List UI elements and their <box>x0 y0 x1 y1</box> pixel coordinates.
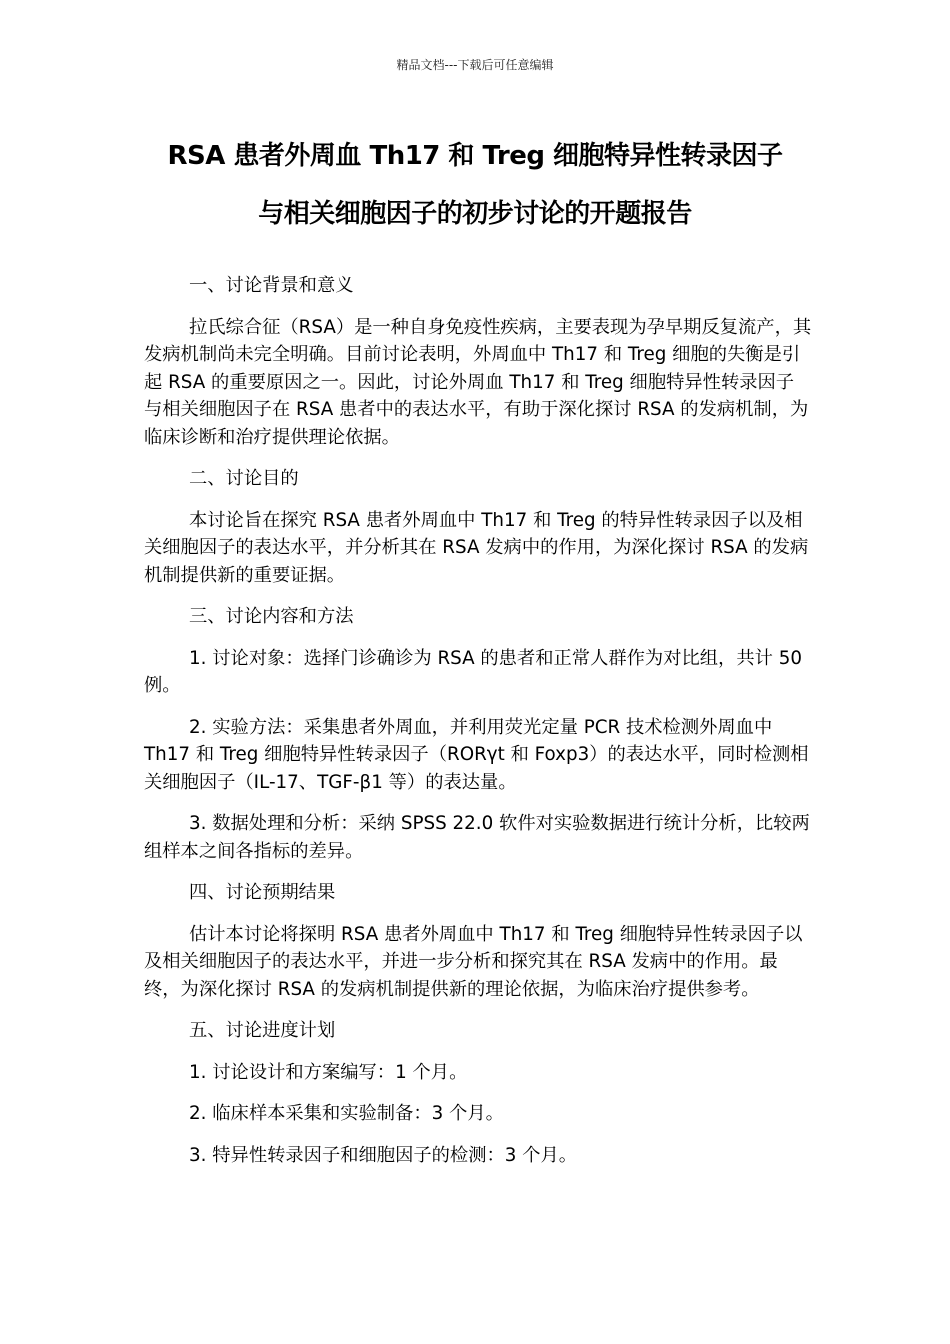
section-3-item-2: 2. 实验方法：采集患者外周血，并利用荧光定量 PCR 技术检测外周血中 Th17 和 Treg 细胞特异性转录因子（RORγt 和 Foxp3）的表达水平，同时检测相关细胞因子（IL-17、TGF-β1 等）的表达量。 <box>144 716 809 793</box>
document-title-line-1: RSA 患者外周血 Th17 和 Treg 细胞特异性转录因子 <box>167 141 783 171</box>
section-3-heading: 三、讨论内容和方法 <box>189 606 354 627</box>
section-5-item-1: 1. 讨论设计和方案编写：1 个月。 <box>189 1061 468 1083</box>
document-title-line-2: 与相关细胞因子的初步讨论的开题报告 <box>258 199 692 229</box>
section-1-paragraph: 拉氏综合征（RSA）是一种自身免疫性疾病，主要表现为孕早期反复流产，其发病机制尚未完全明确。目前讨论表明，外周血中 Th17 和 Treg 细胞的失衡是引起 RSA 的重要原因之一。因此，讨论外周血 Th17 和 Treg 细胞特异性转录因子与相关细胞因子在 RSA 患者中的表达水平，有助于深化探讨 RSA 的发病机制，为临床诊断和治疗提供理论依据。 <box>144 316 812 448</box>
section-3-item-3: 3. 数据处理和分析：采纳 SPSS 22.0 软件对实验数据进行统计分析，比较两组样本之间各指标的差异。 <box>144 813 810 862</box>
section-5-item-2: 2. 临床样本采集和实验制备：3 个月。 <box>189 1103 504 1124</box>
section-5-item-3: 3. 特异性转录因子和细胞因子的检测：3 个月。 <box>189 1144 578 1166</box>
section-3-item-1: 1. 讨论对象：选择门诊确诊为 RSA 的患者和正常人群作为对比组，共计 50 例。 <box>144 647 802 696</box>
section-1-heading: 一、讨论背景和意义 <box>189 275 354 296</box>
header-note: 精品文档---下载后可任意编辑 <box>396 58 554 72</box>
document-body <box>144 272 812 1183</box>
section-5-heading: 五、讨论进度计划 <box>189 1020 336 1041</box>
section-4-heading: 四、讨论预期结果 <box>189 882 336 903</box>
section-2-paragraph: 本讨论旨在探究 RSA 患者外周血中 Th17 和 Treg 的特异性转录因子以及相关细胞因子的表达水平，并分析其在 RSA 发病中的作用，为深化探讨 RSA 的发病机制提供新的重要证据。 <box>144 509 809 586</box>
section-4-paragraph: 估计本讨论将探明 RSA 患者外周血中 Th17 和 Treg 细胞特异性转录因子以及相关细胞因子的表达水平，并进一步分析和探究其在 RSA 发病中的作用。最终，为深化探讨 RSA 的发病机制提供新的理论依据，为临床治疗提供参考。 <box>144 923 803 1000</box>
section-2-heading: 二、讨论目的 <box>189 468 299 489</box>
